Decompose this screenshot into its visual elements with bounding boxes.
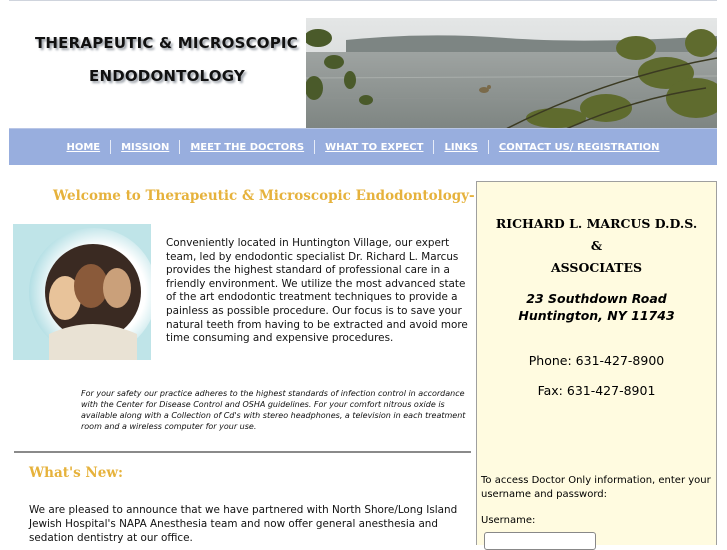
doctor-access-text: To access Doctor Only information, enter your username and password:	[481, 475, 711, 500]
practice-associates: ASSOCIATES	[550, 260, 643, 275]
contact-sidebar	[476, 181, 717, 545]
username-label: Username:	[481, 515, 536, 526]
phone-number: Phone: 631-427-8900	[528, 353, 665, 368]
site-header	[9, 0, 717, 129]
fax-number: Fax: 631-427-8901	[537, 383, 656, 398]
section-divider	[14, 451, 471, 453]
nav-home-link[interactable]: HOME	[66, 141, 101, 153]
nav-meet-the-doctors-link[interactable]: MEET THE DOCTORS	[190, 141, 305, 153]
intro-paragraph: Conveniently located in Huntington Village, our expert team, led by endodontic specialist Dr. Richard L. Marcus provides the highest standard of professional care in a friendly environment. We utilize the most advanced state of the art endodontic treatment techniques to provide a painless as possible procedure. Our focus is to save your natural teeth from having to be extracted and avoid more time consuming and expensive procedures.	[166, 237, 468, 345]
site-title-line2: ENDODONTOLOGY	[89, 67, 245, 85]
news-paragraph: We are pleased to announce that we have partnered with North Shore/Long Island Jewish Hospital's NAPA Anesthesia team and now offer general anesthesia and sedation dentistry at our office.	[29, 504, 458, 544]
username-input[interactable]	[484, 532, 596, 550]
site-title-line1: THERAPEUTIC & MICROSCOPIC	[35, 34, 298, 52]
nav-links-link[interactable]: LINKS	[444, 141, 478, 153]
practice-ampersand: &	[590, 238, 603, 253]
whats-new-heading: What's New:	[29, 465, 123, 481]
nav-contact-registration-link[interactable]: CONTACT US/ REGISTRATION	[498, 141, 660, 153]
nav-menu	[9, 129, 717, 165]
patients-photo	[13, 224, 151, 360]
practice-name: RICHARD L. MARCUS D.D.S.	[495, 216, 698, 231]
welcome-heading: Welcome to Therapeutic & Microscopic Endodontology-	[53, 188, 475, 204]
page-frame	[9, 0, 717, 545]
address-line1: 23 Southdown Road	[526, 291, 667, 306]
safety-paragraph: For your safety our practice adheres to the highest standards of infection control in accordance with the Center for Disease Control and OSHA guidelines. For your comfort nitrous oxide is available along with a Collection of Cd's with stereo headphones, a television in each treatment room and a wireless computer for your use.	[81, 389, 466, 431]
nav-what-to-expect-link[interactable]: WHAT TO EXPECT	[325, 141, 424, 153]
address-line2: Huntington, NY 11743	[518, 308, 675, 323]
harbor-photo	[306, 18, 717, 129]
nav-mission-link[interactable]: MISSION	[121, 141, 170, 153]
nav-bar	[9, 128, 717, 165]
